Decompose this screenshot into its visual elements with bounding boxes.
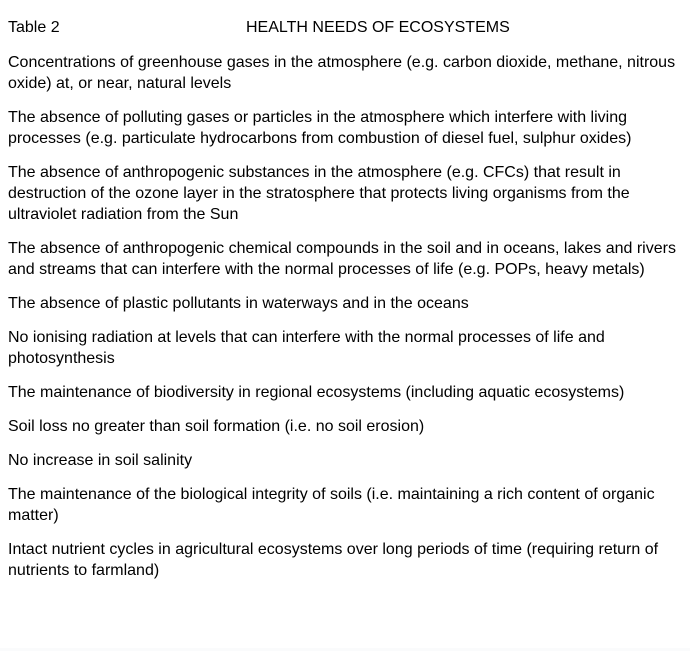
health-need-item: Soil loss no greater than soil formation (i.e. no soil erosion) [8, 418, 425, 435]
document-title: HEALTH NEEDS OF ECOSYSTEMS [246, 19, 510, 36]
health-need-item: The absence of anthropogenic chemical compounds in the soil and in oceans, lakes and rivers and streams that can interfere with the normal processes of life (e.g. POPs, heavy metals) [8, 240, 676, 278]
health-need-item: Concentrations of greenhouse gases in the atmosphere (e.g. carbon dioxide, methane, nitrous oxide) at, or near, natural levels [8, 54, 676, 92]
health-need-item: The absence of plastic pollutants in waterways and in the oceans [8, 295, 469, 312]
health-needs-list [8, 52, 688, 581]
health-need-item: The maintenance of biodiversity in regional ecosystems (including aquatic ecosystems) [8, 384, 625, 401]
health-need-item: The maintenance of the biological integrity of soils (i.e. maintaining a rich content of organic matter) [8, 486, 655, 524]
health-need-item: No ionising radiation at levels that can interfere with the normal processes of life and photosynthesis [8, 329, 605, 367]
health-need-item: The absence of polluting gases or particles in the atmosphere which interfere with living processes (e.g. particulate hydrocarbons from combustion of diesel fuel, sulphur oxides) [8, 109, 632, 147]
table-number-label: Table 2 [8, 19, 60, 36]
health-need-item: No increase in soil salinity [8, 452, 193, 469]
document-header [8, 17, 688, 38]
health-need-item: The absence of anthropogenic substances in the atmosphere (e.g. CFCs) that result in destruction of the ozone layer in the stratosphere that protects living organisms from the ultraviolet radiation from the Sun [8, 164, 630, 223]
health-need-item: Intact nutrient cycles in agricultural ecosystems over long periods of time (requiring return of nutrients to farmland) [8, 541, 659, 579]
